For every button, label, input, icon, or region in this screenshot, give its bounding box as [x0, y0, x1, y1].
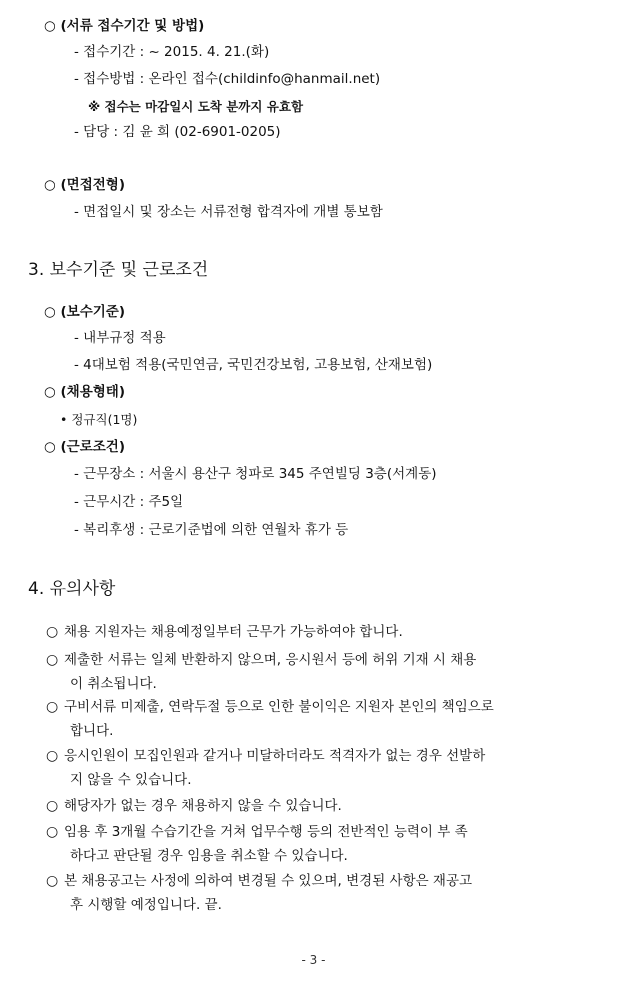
notice-text-cont: 지 않을 수 있습니다.	[70, 772, 192, 788]
interview-header: ○ (면접전형)	[44, 177, 125, 193]
work-hours: - 근무시간 : 주5일	[74, 494, 184, 510]
notice-text: 제출한 서류는 일체 반환하지 않으며, 응시원서 등에 허위 기재 시 채용	[64, 652, 477, 668]
notice-text: 응시인원이 모집인원과 같거나 미달하더라도 적격자가 없는 경우 선발하	[64, 748, 486, 764]
notice-text: 해당자가 없는 경우 채용하지 않을 수 있습니다.	[64, 798, 342, 814]
work-benefits: - 복리후생 : 근로기준법에 의한 연월차 휴가 등	[74, 522, 349, 538]
submission-method: - 접수방법 : 온라인 접수(childinfo@hanmail.net)	[74, 71, 381, 87]
circle-bullet: ○	[46, 798, 59, 814]
employment-type-item: • 정규직(1명)	[60, 412, 138, 427]
pay-header: ○ (보수기준)	[44, 304, 125, 320]
submission-note: ※ 접수는 마감일시 도착 분까지 유효함	[88, 99, 304, 114]
notice-text-cont: 후 시행할 예정입니다. 끝.	[70, 897, 222, 913]
notice-text: 본 채용공고는 사정에 의하여 변경될 수 있으며, 변경된 사항은 재공고	[64, 873, 473, 889]
circle-bullet: ○	[46, 652, 59, 668]
notice-text: 채용 지원자는 채용예정일부터 근무가 가능하여야 합니다.	[64, 624, 403, 640]
notice-text: 구비서류 미제출, 연락두절 등으로 인한 불이익은 지원자 본인의 책임으로	[64, 699, 494, 715]
notice-text-cont: 하다고 판단될 경우 임용을 취소할 수 있습니다.	[70, 848, 348, 864]
notice-item	[46, 871, 472, 891]
employment-type-header: ○ (채용형태)	[44, 384, 125, 400]
interview-line: - 면접일시 및 장소는 서류전형 합격자에 개별 통보함	[74, 204, 383, 220]
notice-text-cont: 합니다.	[70, 723, 114, 739]
section-4-title: 4. 유의사항	[28, 579, 116, 599]
notice-item	[46, 796, 342, 816]
pay-item-2: - 4대보험 적용(국민연금, 국민건강보험, 고용보험, 산재보험)	[74, 357, 433, 373]
section-3-title: 3. 보수기준 및 근로조건	[28, 260, 209, 280]
circle-bullet: ○	[46, 699, 59, 715]
notice-text: 임용 후 3개월 수습기간을 거쳐 업무수행 등의 전반적인 능력이 부 족	[64, 824, 468, 840]
notice-item	[46, 697, 494, 717]
circle-bullet: ○	[46, 748, 59, 764]
work-location: - 근무장소 : 서울시 용산구 청파로 345 주연빌딩 3층(서계동)	[74, 466, 437, 482]
circle-bullet: ○	[46, 873, 59, 889]
submission-contact: - 담당 : 김 윤 희 (02-6901-0205)	[74, 124, 281, 140]
submission-header: ○ (서류 접수기간 및 방법)	[44, 18, 205, 34]
work-conditions-header: ○ (근로조건)	[44, 439, 125, 455]
circle-bullet: ○	[46, 824, 59, 840]
page-number: - 3 -	[301, 953, 326, 967]
notice-text-cont: 이 취소됩니다.	[70, 676, 157, 692]
notice-item	[46, 822, 468, 842]
submission-period: - 접수기간 : ~ 2015. 4. 21.(화)	[74, 44, 270, 60]
notice-item	[46, 650, 476, 670]
notice-item	[46, 746, 485, 766]
pay-item-1: - 내부규정 적용	[74, 330, 166, 346]
notice-item	[46, 622, 403, 642]
circle-bullet: ○	[46, 624, 59, 640]
